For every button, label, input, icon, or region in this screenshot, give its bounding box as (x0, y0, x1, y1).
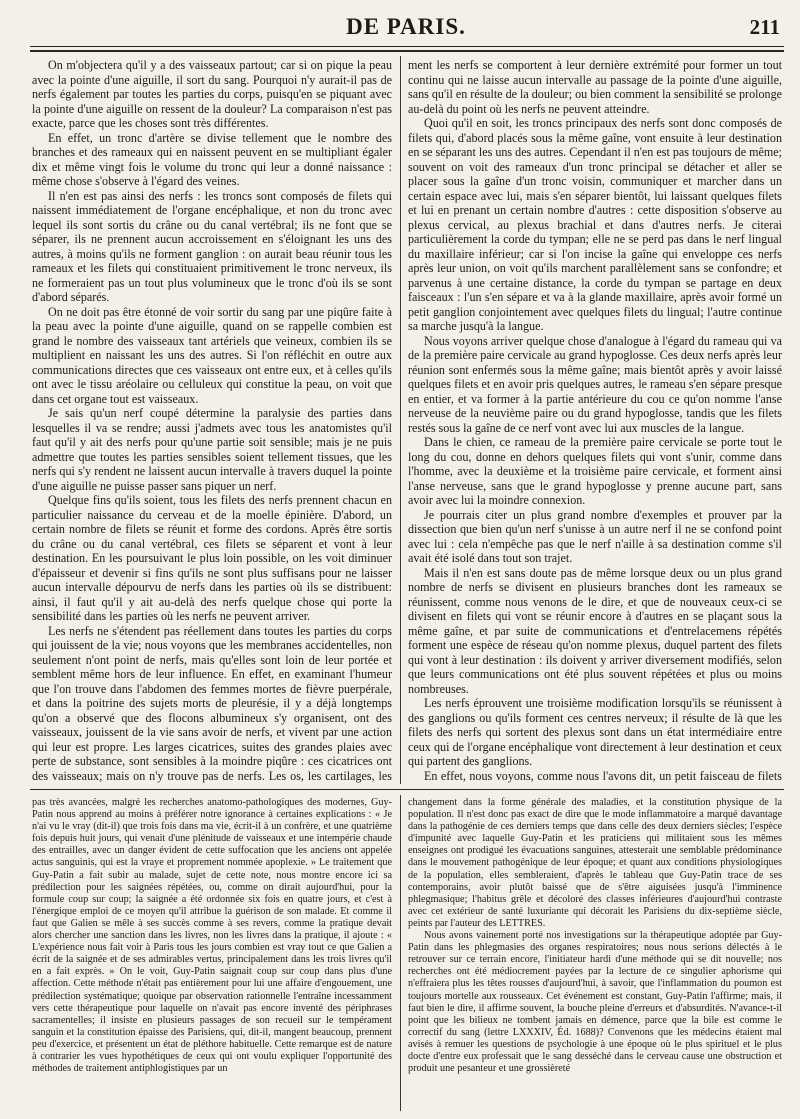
paragraph: Les nerfs éprouvent une troisième modification lorsqu'ils se réunissent à des ganglions ou qu'ils forment ces centres nerveux; il résulte de là que les filets des nerfs qui sortent des plexus sont dans un état intermédiaire entre ceux qui de l'organe encéphalique vont directement à leur destination et ceux qui partent des ganglions. (408, 696, 782, 768)
paragraph: Quoi qu'il en soit, les troncs principaux des nerfs sont donc composés de filets qui, d'abord placés sous la même gaîne, vont ensuite à leur destination en se séparant les uns des autres. Cependant il n'en est pas toujours de même; souvent on voit des rameaux d'un tronc principal se détacher et aller se placer sous la gaîne d'un tronc voisin, communiquer et marcher dans un certain espace avec lui, mais s'en séparer bientôt, lui laissant quelques filets et lui en prenant un certain nombre d'autres : cette disposition s'observe au plexus cervical, au plexus brachial et dans d'autres nerfs. Je citerai particulièrement la corde du tympan; elle ne se perd pas dans le nerf lingual du maxillaire inférieur; car si l'on incise la gaîne qui enveloppe ces nerfs après leur union, on voit qu'ils marchent parallèlement sans se confondre; et parvenus à une certaine distance, la corde du tympan se partage en deux faisceaux : l'un s'en sépare et va à la glande maxillaire, après avoir formé un petit ganglion conjointement avec quelques filets du lingual; l'autre continue sa marche jusqu'à la langue. (408, 116, 782, 333)
column-bottom-right (408, 797, 782, 1109)
paragraph: Nous avons vainement porté nos investigations sur la thérapeutique adoptée par Guy-Patin dans les phlegmasies des organes respiratoires; nous nous serions délectés à le retrouver sur ce terrain encore, l'initiateur hardi d'une méthode qui se dit nouvelle; nos recherches ont été médiocrement payées par la lecture de ce singulier aphorisme qui n'effraiera plus les têtes rousses d'aujourd'hui, à savoir, que l'inflammation du poumon est toujours mortelle aux rousseaux. Cet événement est constant, Guy-Patin l'affirme; mais, il faut bien le dire, il affirme souvent, la bouche pleine d'erreurs et d'absurdités. N'avance-t-il point que les bilieux ne tombent jamais en démence, parce que la bile est comme le correctif du sang (lettre LXXXIV, Éd. 1688)? Convenons que les médecins étaient mal avisés à remuer les questions de psychologie à une époque où le plus spirituel et le plus docte d'entre eux professait que le sang desséché dans le cerveau cause une obstruction et produit une pesanteur et une grossièreté (408, 930, 782, 1075)
feuilleton-rule (30, 789, 784, 790)
page-header (30, 14, 782, 44)
header-rule-thick (30, 50, 784, 52)
paragraph: Il n'en est pas ainsi des nerfs : les troncs sont composés de filets qui naissent immédiatement de l'organe encéphalique, et non du tronc avec lequel ils sont sortis du crâne ou du canal vertébral; ils ne font que se séparer, ils ne prennent aucun accroissement en s'éloignant les uns des autres, à moins qu'ils ne forment ganglion : on aurait beau réunir tous les rameaux et les filets qui constituaient primitivement le tronc nerveux, ils ne formeraient pas un tout plus volumineux que le tronc d'où ils se sont d'abord séparés. (32, 188, 392, 304)
paragraph: Nous voyons arriver quelque chose d'analogue à l'égard du rameau qui va de la première paire cervicale au grand hypoglosse. Ces deux nerfs après leur réunion sont enfermés sous la même gaîne; mais bientôt après y avoir laissé quelques filets et en avoir pris quelques autres, le rameau s'en sépare presque en entier, et va former à la partie antérieure du cou ce qu'on nomme l'anse nerveuse de la neuvième paire ou du grand hypoglosse, tandis que les filets restés sous la gaîne de ce nerf vont avec lui aux muscles de la langue. (408, 333, 782, 435)
paragraph: Mais il n'en est sans doute pas de même lorsque deux ou un plus grand nombre de nerfs se divisent en plusieurs branches dont les rameaux se réunissent, comme nous venons de le dire, et que de nouveaux ceux-ci se divisent en filets qui vont se réunir encore à d'autres en se plaçant sous la même gaîne, et par suite de communications et d'entrelacemens répétés forment une espèce de réseau qu'on nomme plexus, duquel partent des filets qui vont à leur destination : ils doivent y arriver diversement modifiés, selon que leurs communications ont été plus souvent répétées et plus ou moins nombreuses. (408, 565, 782, 696)
column-top-left (32, 58, 392, 784)
paragraph: On m'objectera qu'il y a des vaisseaux partout; car si on pique la peau avec la pointe d'une aiguille, il sort du sang. Pourquoi n'y aurait-il pas de nerfs également par toutes les parties du corps, puisqu'en se piquant avec la pointe d'une aiguille on ressent de la douleur? La comparaison n'est pas exacte, parce que les choses sont très différentes. (32, 58, 392, 130)
column-divider (400, 56, 401, 784)
paragraph: En effet, un tronc d'artère se divise tellement que le nombre des branches et des rameaux qui en naissent peuvent en se multipliant égaler dix et même vingt fois le volume du tronc qui leur a donné naissance : même chose s'observe à l'égard des veines. (32, 130, 392, 188)
column-divider (400, 795, 401, 1111)
paragraph: Les nerfs ne s'étendent pas réellement dans toutes les parties du corps qui jouissent de la vie; nous voyons que les membranes accidentelles, non seulement n'ont point de nerfs, mais qu'elles sont loin de leur portée et semblent même hors de leur influence. En effet, en examinant l'humeur que l'on trouve dans l'abdomen des femmes mortes de fièvre puerpérale, et dans la poitrine des sujets morts de pleurésie, il y a déjà longtemps qu'on a observé que des flocons albumineux s'y organisent, ont des vaisseaux, jouissent de la vie sans avoir de nerfs, et vivent par une action qui leur est propre. Les larges cicatrices, suites des grandes plaies avec perte de substance, sont sensibles à la moindre piqûre : ces cicatrices ont des vaisseaux; mais on n'y trouve pas de nerfs. Les os, les cartilages, les (32, 623, 392, 783)
paragraph: Quelque fins qu'ils soient, tous les filets des nerfs prennent chacun en particulier naissance du cerveau et de la moelle épinière. D'abord, un certain nombre de filets se réunit et forme des cordons. Après être sortis du crâne ou du canal vertébral, ces filets se séparent et vont à leur destination. En les poursuivant le plus loin possible, on les voit diminuer d'épaisseur et devenir si fins qu'ils ne sont plus suffisans pour ne laisser aucun intervalle dépourvu de nerfs dans les parties où ils se distribuent: ainsi, il faut qu'il y ait au-delà des nerfs quelque chose qui porte la sensibilité dans les parties où les nerfs ne peuvent arriver. (32, 493, 392, 623)
paragraph: Je pourrais citer un plus grand nombre d'exemples et prouver par la dissection que bien qu'un nerf s'unisse à un autre nerf il ne se confond point avec lui : cela n'empêche pas que le nerf n'aille à sa destination comme s'il avait été isolé dans tout son trajet. (408, 507, 782, 565)
running-title: DE PARIS. (346, 14, 466, 39)
column-bottom-left (32, 797, 392, 1109)
paragraph: On ne doit pas être étonné de voir sortir du sang par une piqûre faite à la peau avec la pointe d'une aiguille, quand on se rappelle combien est grand le nombre des vaisseaux tant artériels que veineux, combien ils se multiplient en naissant les uns des autres. Si l'on réfléchit en outre aux communications directes que ces vaisseaux ont entre eux, et à celles qu'ils ont avec le tissu aréolaire ou celluleux qui constitue la peau, on voit que dans cet organe tout est vaisseaux. (32, 304, 392, 406)
page-number: 211 (749, 15, 780, 39)
paragraph: changement dans la forme générale des maladies, et la constitution physique de la population. Il n'est donc pas exact de dire que le mode inflammatoire a marqué davantage dans la pathogénie de ces derniers temps que dans celle des deux derniers siècles; l'espèce d'impunité avec laquelle Guy-Patin et les praticiens qui militaient sous les mêmes enseignes ont prodigué les évacuations sanguines, attesterait une semblable prédominance dans le mouvement pathogénique de leur époque; et quant aux conditions physiologiques de la population, elles sembleraient, d'après le tableau que Guy-Patin trace de ses contemporains, avoir plutôt baissé que de s'être aiguisées jusqu'à l'imminence phlegmasique; l'habitus grêle et décoloré des classes inférieures d'aujourd'hui contraste avec cet extérieur de santé luxuriante qui décorait les Parisiens du dix-septième siècle, peints par l'auteur des LETTRES. (408, 797, 782, 929)
paragraph: Je sais qu'un nerf coupé détermine la paralysie des parties dans lesquelles il va se rendre; aussi j'admets avec tous les anatomistes qu'il faut qu'il y ait des nerfs pour qu'une partie soit sensible; mais je ne puis admettre que toutes les parties sensibles soient tellement tissues, que les nerfs qui s'y rendent ne laissent aucun intervalle à travers duquel la pointe d'une aiguille ne puisse passer sans piquer un nerf. (32, 406, 392, 493)
header-rule-thin (30, 46, 784, 47)
paragraph: En effet, nous voyons, comme nous l'avons dit, un petit faisceau de filets (424, 768, 782, 783)
paragraph: Dans le chien, ce rameau de la première paire cervicale se porte tout le long du cou, donne en dehors quelques filets qui vont s'unir, comme dans l'homme, avec la deuxième et la troisième paire cervicale, et forment ainsi l'anse nerveuse, sans que le grand hypoglosse y prenne aucune part, sans avoir avec lui la moindre connexion. (408, 435, 782, 507)
paragraph: ment les nerfs se comportent à leur dernière extrémité pour former un tout continu qui ne laisse aucun intervalle au passage de la pointe d'une aiguille, sans qu'il en résulte de la douleur; ou bien comment la sensibilité se prolonge au-delà du point où les nerfs ne peuvent atteindre. (408, 58, 782, 116)
paragraph: pas très avancées, malgré les recherches anatomo-pathologiques des modernes, Guy-Patin nous apprend au moins à préférer notre ignorance à certaines explications : « Je n'ai vu le vray (dit-il) que trois fois dans ma vie, écrit-il à un confrère, et une quatrième fois depuis huit jours, qui venait d'une plénitude de vaisseaux et une intempérie chaude des entrailles, avec un danger évident de cette suffocation que les anciens ont appelée actus sanguinis, qui est la vraye et proprement nommée apoplexie. » Le traitement que Guy-Patin a fait subir au malade, sujet de cette note, nous montre encore ici sa prédilection pour les saignées répétées, ou, comme on dirait aujourd'hui, pour la formule coup sur coup; la saignée a été ordonnée six fois en quatre jours, et c'est à l'énergique emploi de ce moyen qu'il attribue la guérison de son malade. Et comme il faut que Galien se mêle à ses succès comme à ses revers, comme la pratique devait alors chercher une sanction dans les livres, non les livres dans la pratique, il ajoute : « L'expérience nous fait voir à Paris tous les jours combien est vray tout ce que Galien a écrit de la saignée et de ses admirables vertus, principalement dans les trois livres qu'il en a fait exprès. » On le voit, Guy-Patin saignait coup sur coup dans plus d'une affection. Cette méthode n'était pas entièrement pour lui une affaire d'engouement, une prédilection systématique; quoique par observation rationnelle l'entraîne incessamment vers cette thérapeutique pour laquelle on n'avait pas encore inventé des périphrases sacramentelles; il insiste en plusieurs passages de son recueil sur le tempérament sanguin et la constitution épaisse des Parisiens, qui, dit-il, mangent beaucoup, prennent peu d'exercice, et présentent un état de pléthore habituelle. Cette remarque est de nature à contrarier les vues hypothétiques de ceux qui ont voulu expliquer l'opportunité des méthodes de traitement antiphlogistiques par un (32, 797, 392, 1075)
column-top-right (408, 58, 782, 784)
